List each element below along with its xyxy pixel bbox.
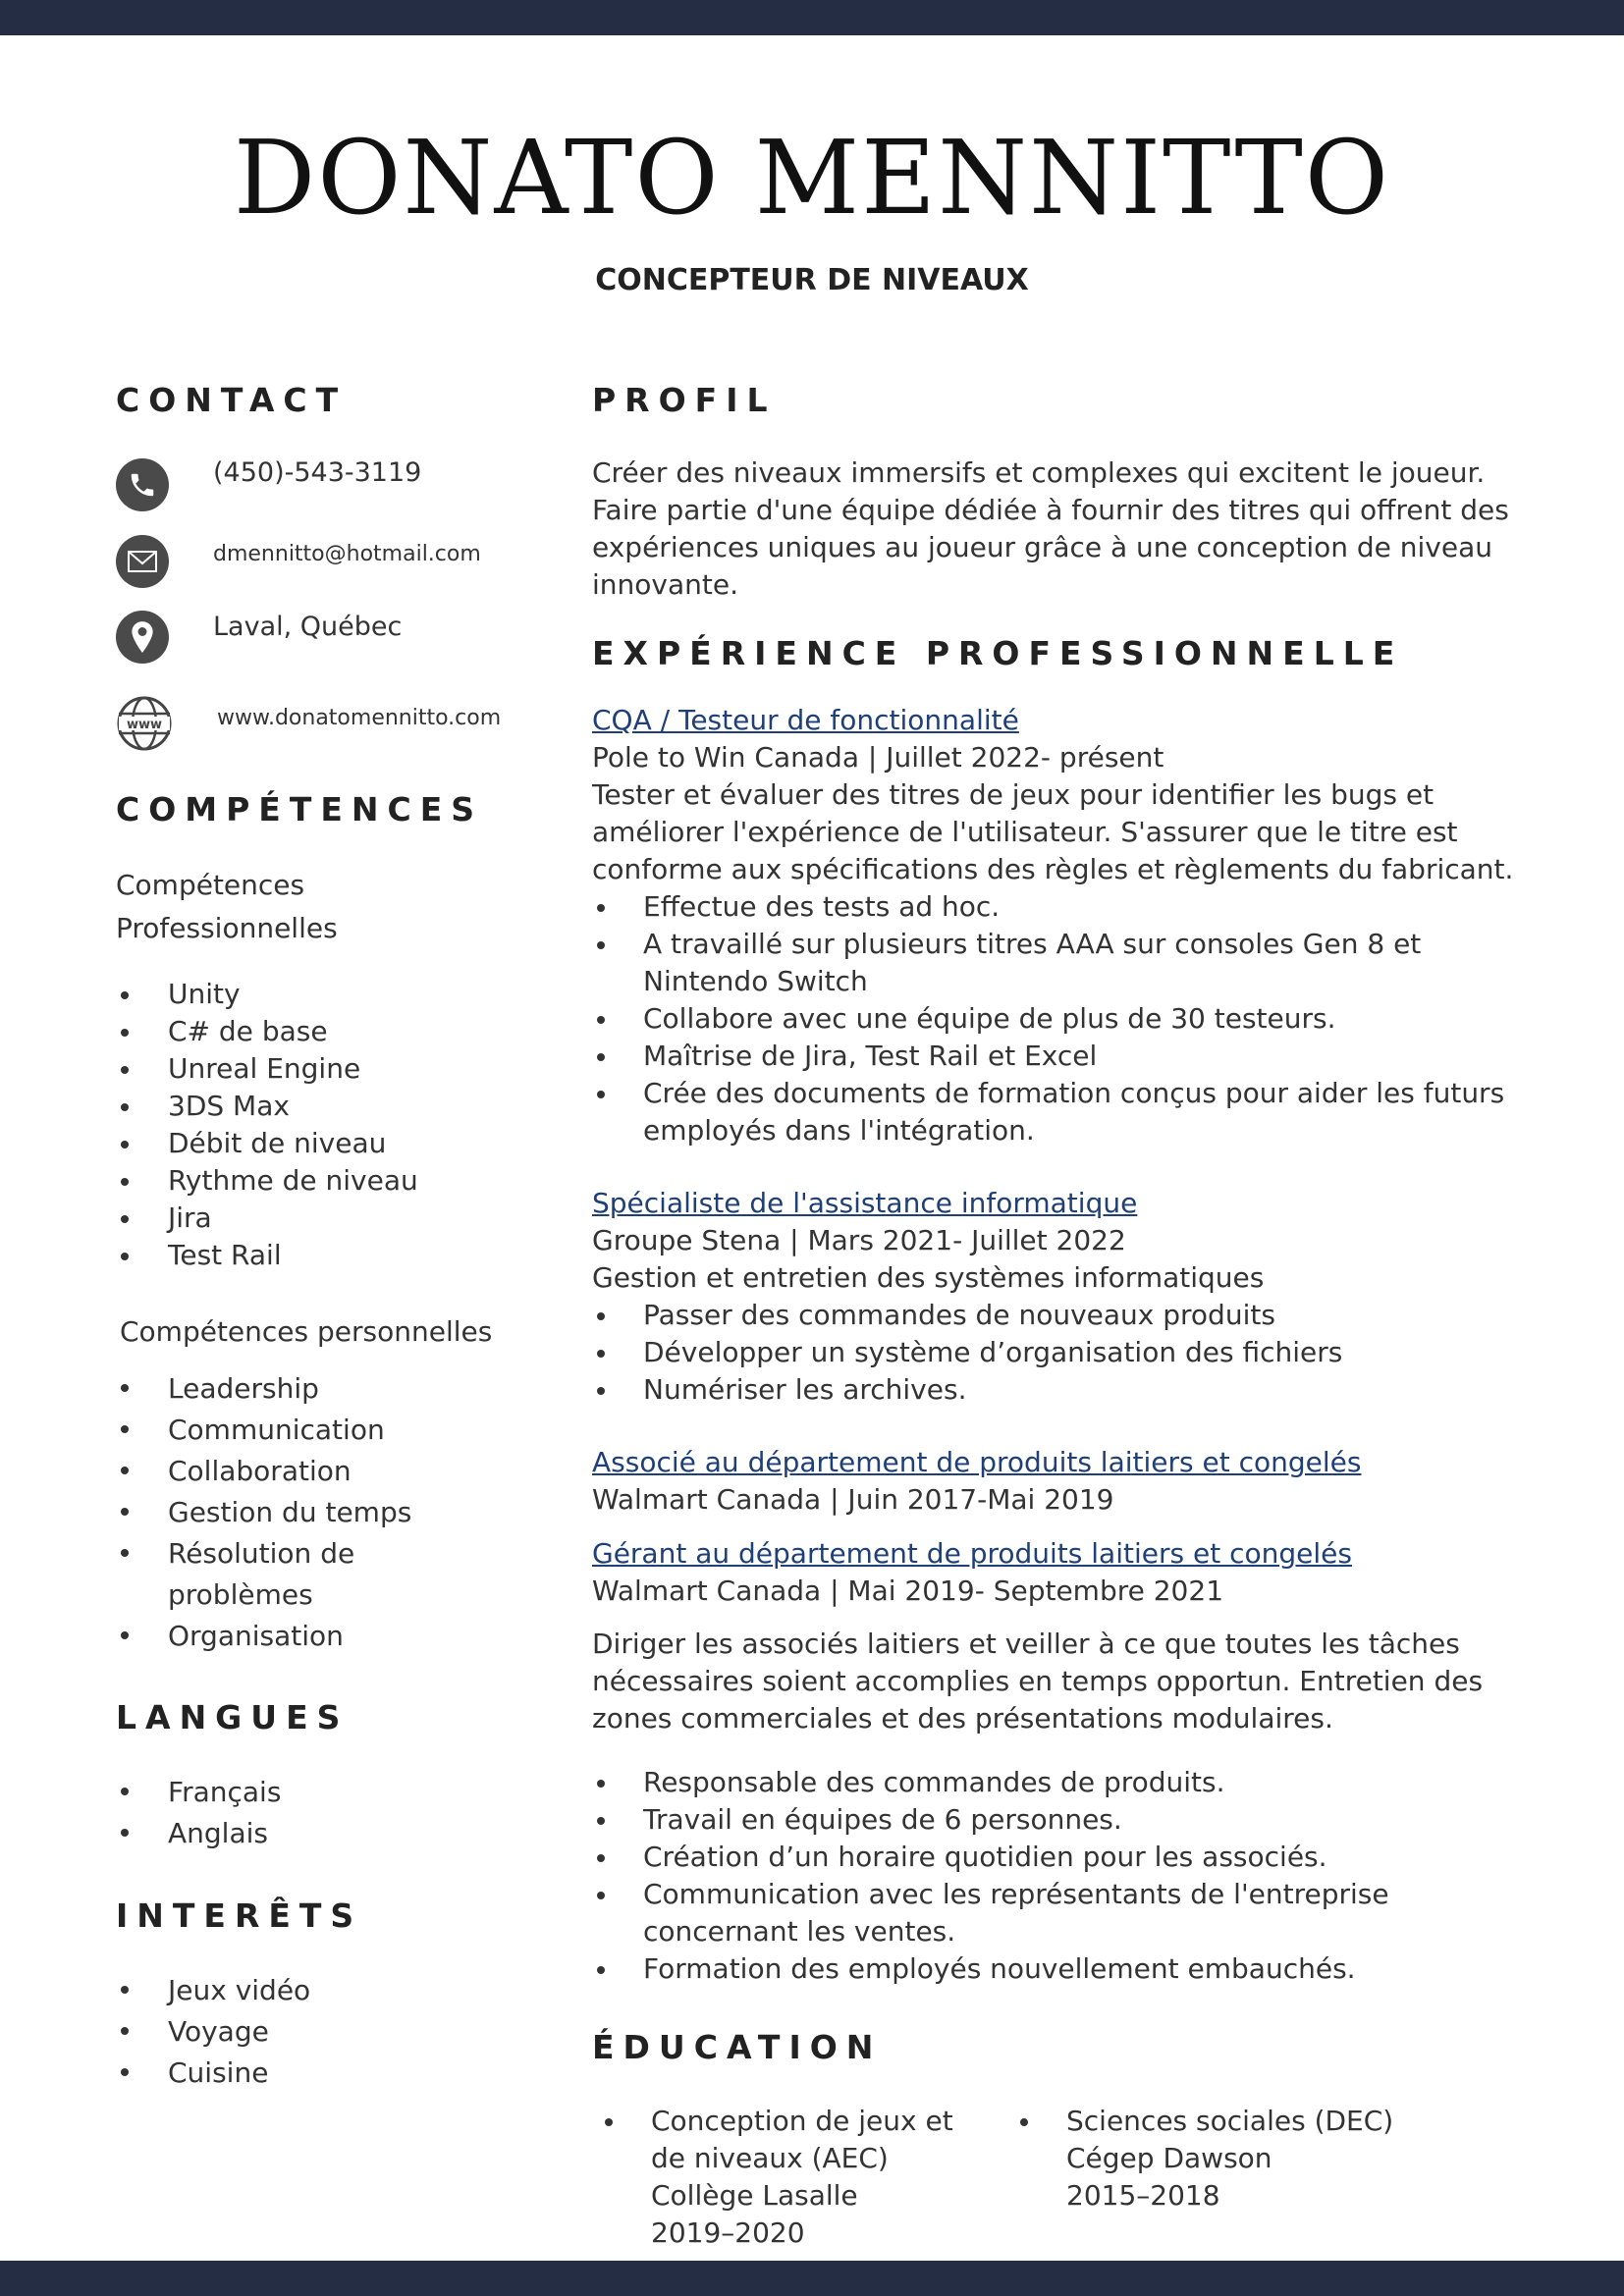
education-item <box>1015 2103 1408 2215</box>
candidate-name: DONATO MENNITTO <box>233 118 1391 238</box>
list-item: Travail en équipes de 6 personnes. <box>592 1801 1535 1839</box>
list-item: A travaillé sur plusieurs titres AAA sur consoles Gen 8 et Nintendo Switch <box>592 926 1535 1000</box>
job-company: Walmart Canada | Mai 2019- Septembre 2021 <box>592 1575 1224 1607</box>
email-address: dmennitto@hotmail.com <box>213 542 481 566</box>
interests-list <box>116 1970 310 2094</box>
job-bullets <box>592 888 1535 1149</box>
list-item: Jira <box>116 1200 418 1237</box>
job-company: Walmart Canada | Juin 2017-Mai 2019 <box>592 1483 1114 1516</box>
job-description: Diriger les associés laitiers et veiller à ce que toutes les tâches nécessaires soient accomplies en temps opportun. Entretien des zones commerciales et des présentations modulaires. <box>592 1628 1484 1735</box>
job-description: Gestion et entretien des systèmes informatiques <box>592 1261 1265 1294</box>
list-item: Anglais <box>116 1813 281 1854</box>
job-company: Pole to Win Canada | Juillet 2022- présent <box>592 741 1164 774</box>
job-description: Tester et évaluer des titres de jeux pour identifier les bugs et améliorer l'expérience de l'utilisateur. S'assurer que le titre est conforme aux spécifications des règles et règlements du fabricant. <box>592 778 1514 885</box>
list-item: Français <box>116 1772 281 1813</box>
list-item: Débit de niveau <box>116 1125 418 1162</box>
top-band <box>0 0 1624 35</box>
job-bullets <box>592 1297 1535 1409</box>
profile-text: Créer des niveaux immersifs et complexes qui excitent le joueur. Faire partie d'une équipe dédiée à fournir des titres qui offrent des expériences uniques au joueur grâce à une conception de niveau innovante. <box>592 456 1509 601</box>
job-bullets <box>592 1764 1535 1988</box>
email-icon <box>116 535 169 588</box>
job-title-link[interactable]: CQA / Testeur de fonctionnalité <box>592 704 1019 736</box>
list-item: Collabore avec une équipe de plus de 30 testeurs. <box>592 1000 1535 1038</box>
pro-skills-list <box>116 976 418 1274</box>
list-item: Création d’un horaire quotidien pour les associés. <box>592 1839 1535 1876</box>
languages-list <box>116 1772 281 1854</box>
list-item: Leadership <box>116 1368 413 1410</box>
list-item: 3DS Max <box>116 1088 418 1125</box>
svg-text:www: www <box>126 718 163 732</box>
location-pin-icon <box>116 611 169 664</box>
list-item: Jeux vidéo <box>116 1970 310 2011</box>
list-item: Numériser les archives. <box>592 1371 1535 1409</box>
education-item <box>600 2103 953 2252</box>
list-item: Communication avec les représentants de l'entreprise concernant les ventes. <box>592 1876 1535 1950</box>
list-item: Unreal Engine <box>116 1050 418 1088</box>
languages-heading: LANGUES <box>116 1698 350 1736</box>
contact-heading: CONTACT <box>116 381 348 419</box>
list-item: Responsable des commandes de produits. <box>592 1764 1535 1801</box>
list-item: C# de base <box>116 1013 418 1050</box>
list-item: Collaboration <box>116 1451 413 1492</box>
list-item: Gestion du temps <box>116 1492 413 1533</box>
profile-heading: PROFIL <box>592 381 777 419</box>
location: Laval, Québec <box>213 612 403 642</box>
job-title-link[interactable]: Spécialiste de l'assistance informatique <box>592 1187 1138 1219</box>
list-item: Sciences sociales (DEC) Cégep Dawson 2015–2018 <box>1015 2103 1408 2215</box>
list-item: Maîtrise de Jira, Test Rail et Excel <box>592 1038 1535 1075</box>
education-heading: ÉDUCATION <box>592 2028 883 2066</box>
job-title-link[interactable]: Associé au département de produits laitiers et congelés <box>592 1446 1362 1478</box>
personal-skills-label: Compétences personnelles <box>120 1315 493 1348</box>
list-item: Conception de jeux et de niveaux (AEC) Collège Lasalle 2019–2020 <box>600 2103 953 2252</box>
list-item: Organisation <box>116 1616 413 1657</box>
experience-heading: EXPÉRIENCE PROFESSIONNELLE <box>592 634 1404 672</box>
job-title: CONCEPTEUR DE NIVEAUX <box>595 263 1029 297</box>
list-item: Rythme de niveau <box>116 1162 418 1200</box>
list-item: Voyage <box>116 2011 310 2053</box>
list-item: Unity <box>116 976 418 1013</box>
list-item: Test Rail <box>116 1237 418 1274</box>
website: www.donatomennitto.com <box>217 706 502 730</box>
globe-icon <box>116 695 173 752</box>
bottom-band <box>0 2261 1624 2296</box>
list-item: Cuisine <box>116 2053 310 2094</box>
phone-icon <box>116 458 169 511</box>
list-item: Formation des employés nouvellement embauchés. <box>592 1950 1535 1988</box>
list-item: Résolution de problèmes <box>116 1533 413 1616</box>
job-title-link[interactable]: Gérant au département de produits laitiers et congelés <box>592 1537 1352 1570</box>
list-item: Communication <box>116 1410 413 1451</box>
personal-skills-list <box>116 1368 413 1657</box>
pro-skills-label: Compétences Professionnelles <box>116 869 338 944</box>
skills-heading: COMPÉTENCES <box>116 790 484 828</box>
list-item: Crée des documents de formation conçus pour aider les futurs employés dans l'intégration. <box>592 1075 1535 1149</box>
list-item: Passer des commandes de nouveaux produits <box>592 1297 1535 1334</box>
interests-heading: INTERÊTS <box>116 1896 363 1935</box>
list-item: Développer un système d’organisation des fichiers <box>592 1334 1535 1371</box>
job-company: Groupe Stena | Mars 2021- Juillet 2022 <box>592 1224 1126 1256</box>
phone-number: (450)-543-3119 <box>213 457 422 488</box>
list-item: Effectue des tests ad hoc. <box>592 888 1535 926</box>
